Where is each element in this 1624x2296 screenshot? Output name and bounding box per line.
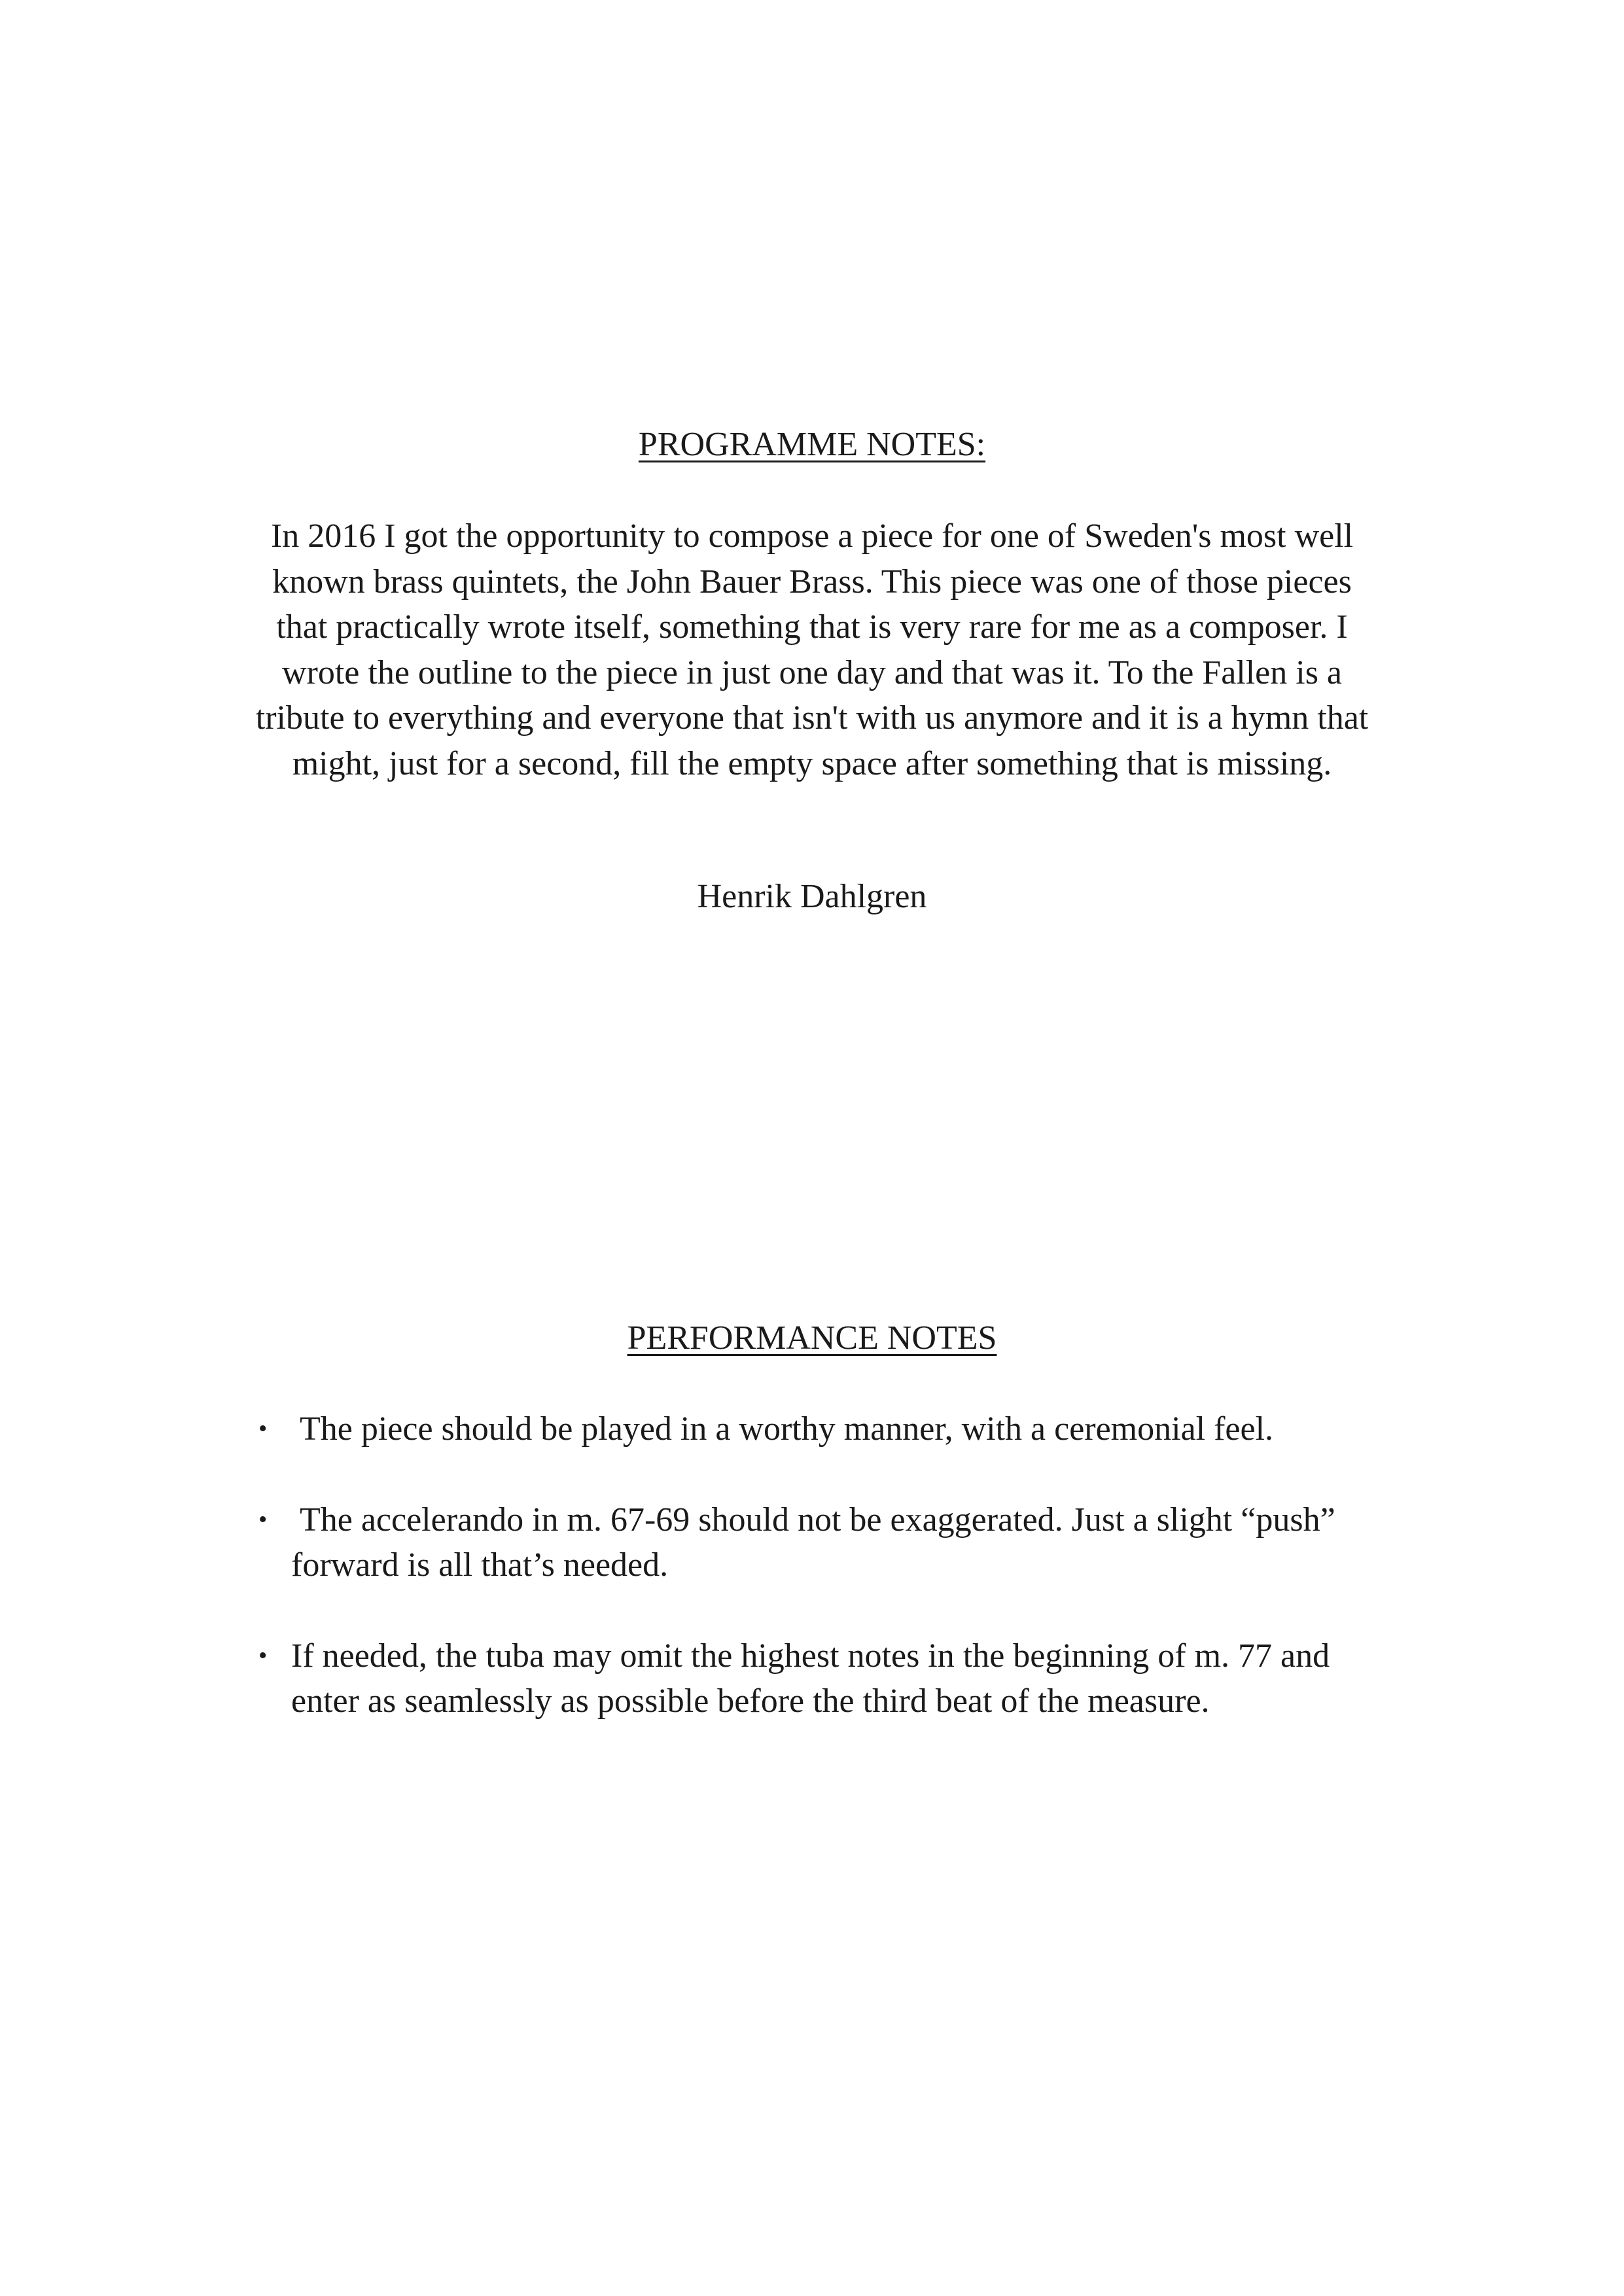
programme-notes-heading: PROGRAMME NOTES: (638, 426, 986, 463)
note-text: The accelerando in m. 67-69 should not be exaggerated. Just a slight “push” forward is all that’s needed. (291, 1501, 1344, 1584)
list-item (255, 1497, 1381, 1588)
programme-notes-paragraph: In 2016 I got the opportunity to compose a piece for one of Sweden's most well known brass quintets, the John Bauer Brass. This piece was one of those pieces that practically wrote itself, something that is very rare for me as a composer. I wrote the outline to the piece in just one day and that was it. To the Fallen is a tribute to everything and everyone that isn't with us anymore and it is a hymn that might, just for a second, fill the empty space after something that is missing. (255, 517, 1369, 782)
bullet-icon: • (258, 1415, 268, 1442)
composer-signature: Henrik Dahlgren (697, 878, 927, 915)
note-text: If needed, the tuba may omit the highest notes in the beginning of m. 77 and enter as seamlessly as possible before the third beat of the measure. (291, 1637, 1339, 1720)
note-text: The piece should be played in a worthy manner, with a ceremonial feel. (291, 1410, 1274, 1448)
bullet-icon: • (258, 1641, 268, 1669)
performance-notes-list (255, 1406, 1381, 1769)
list-item (255, 1406, 1381, 1452)
list-item (255, 1633, 1381, 1724)
bullet-icon: • (258, 1505, 268, 1533)
performance-notes-heading: PERFORMANCE NOTES (627, 1319, 997, 1357)
